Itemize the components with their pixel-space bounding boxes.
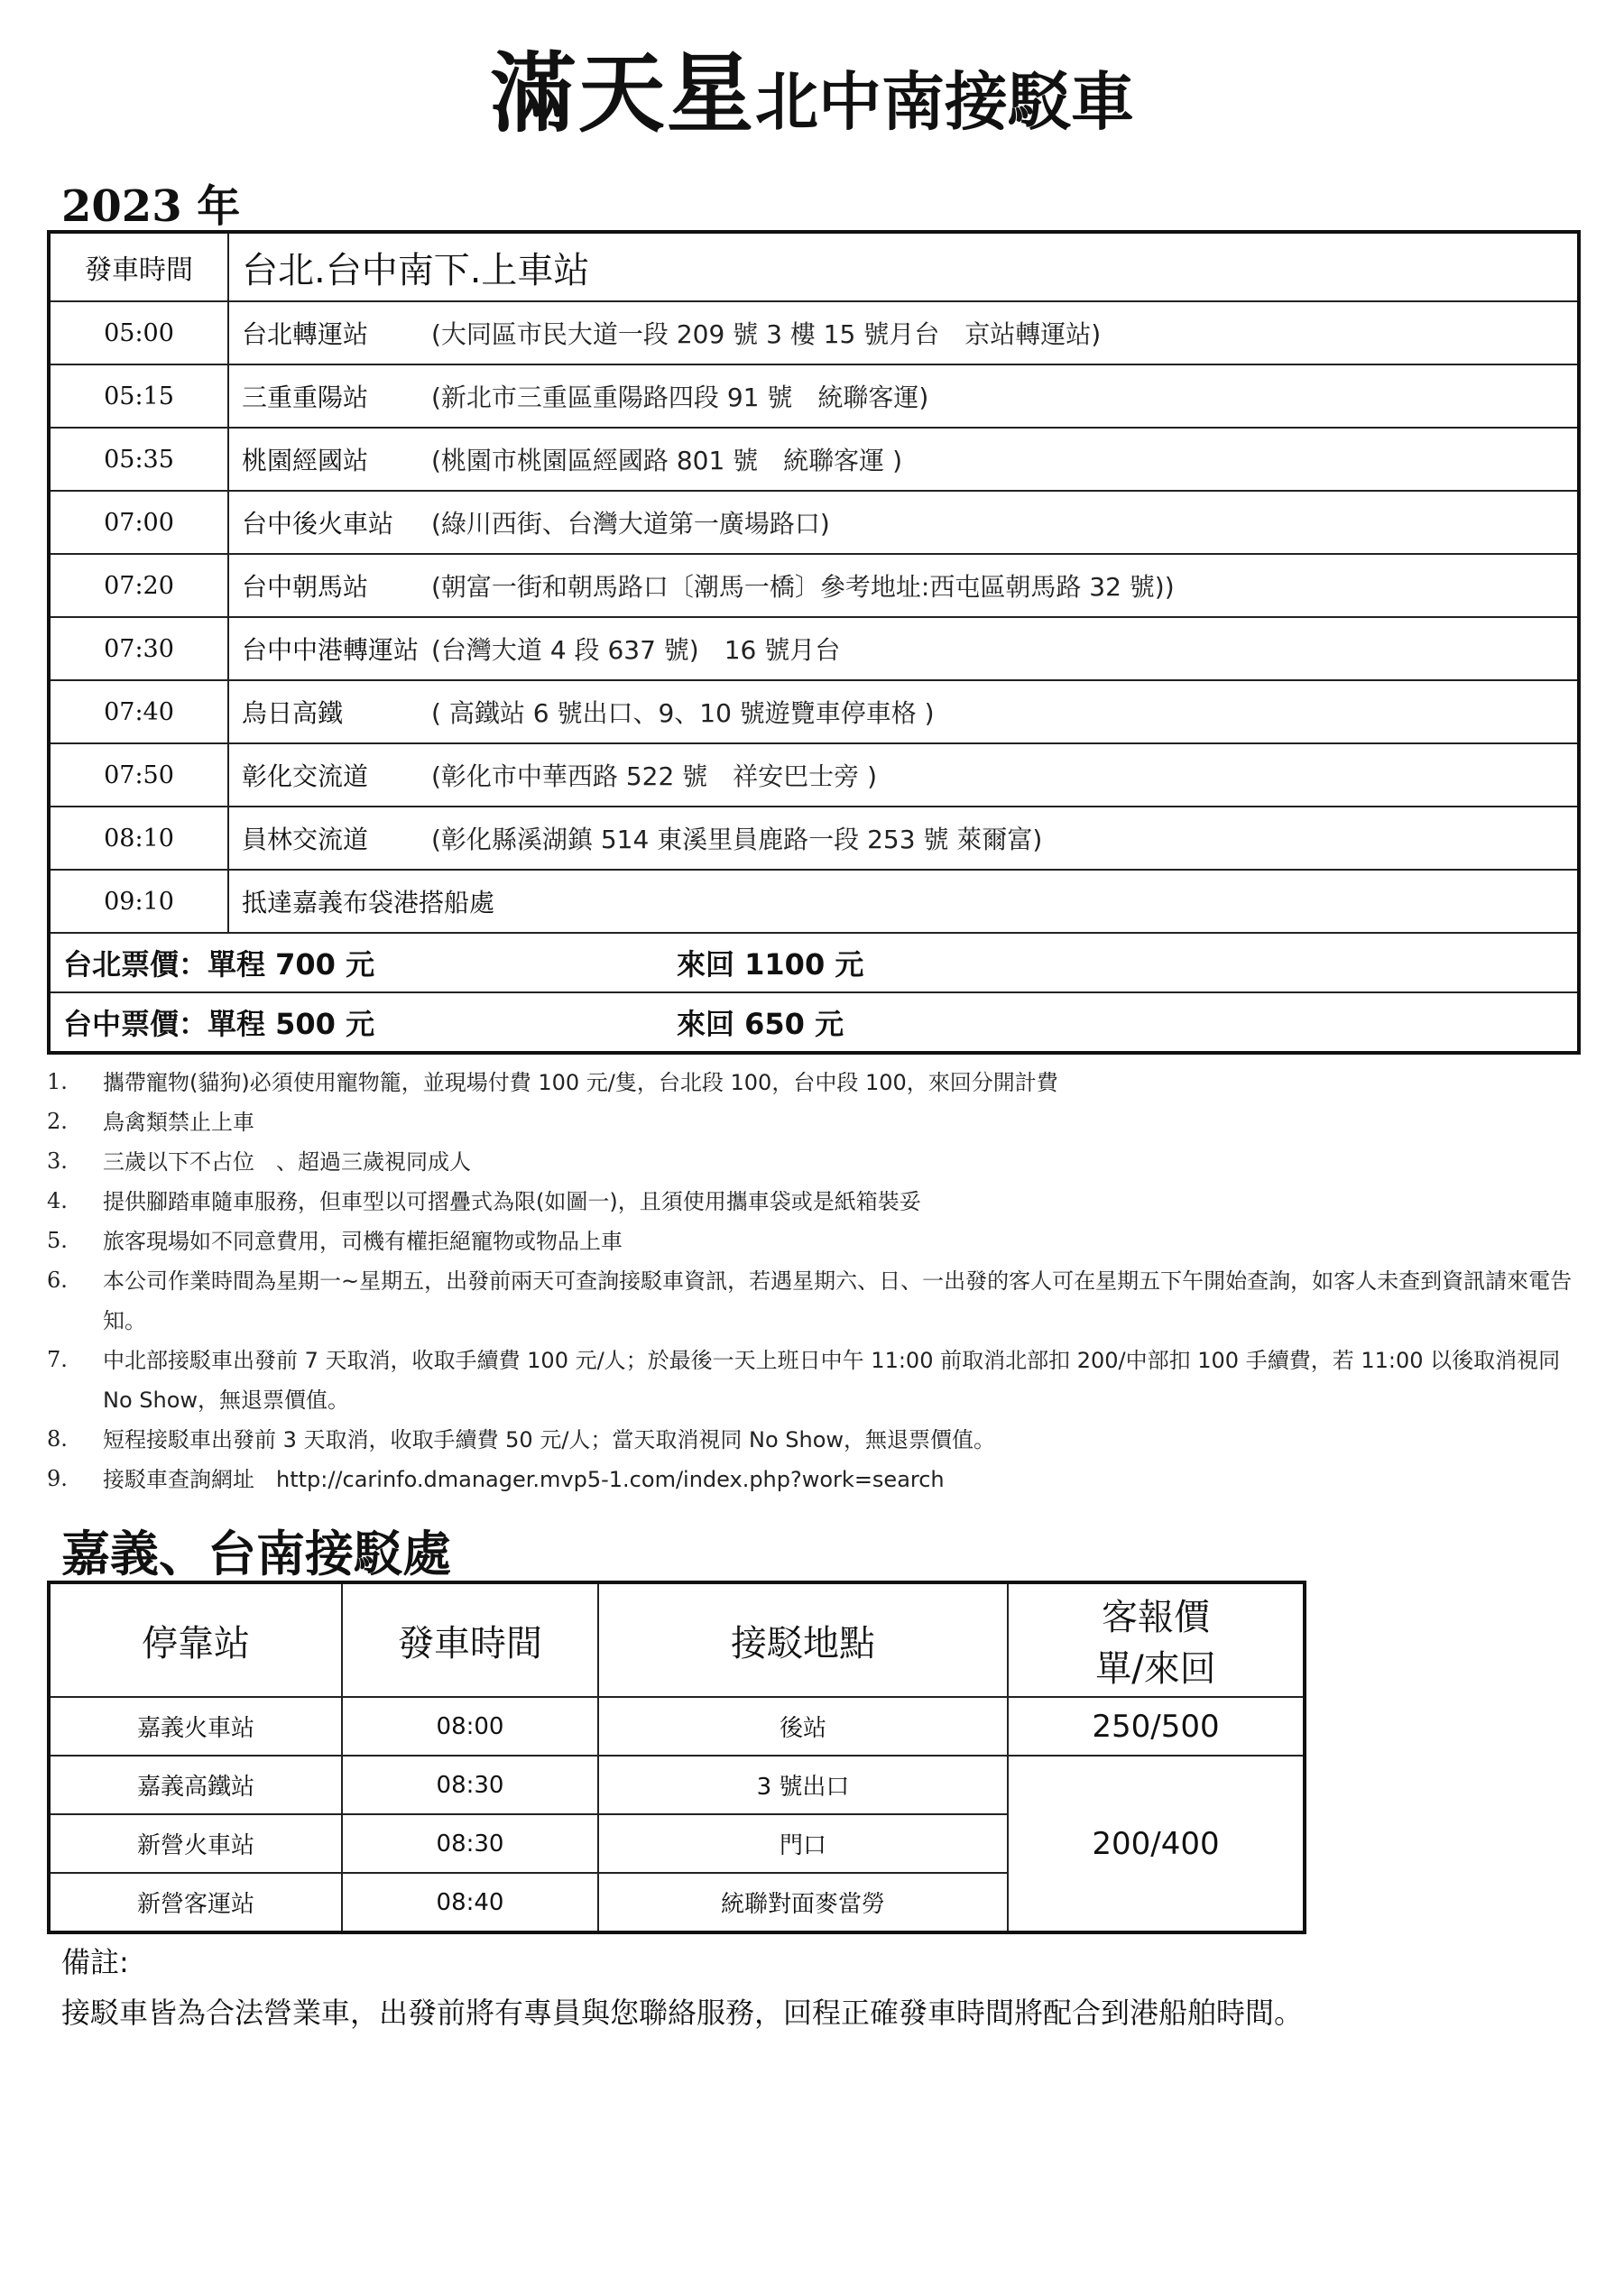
pickup-fare: 200/400 (1008, 1756, 1305, 1932)
stop-name: 台中朝馬站 (242, 572, 369, 602)
header-fare-line1: 客報價 (1102, 1597, 1210, 1638)
price-round: 來回 650 元 (677, 1007, 844, 1041)
note-number: 3. (47, 1148, 68, 1174)
stop-name: 三重重陽站 (242, 383, 369, 412)
stop-name: 彰化交流道 (242, 761, 369, 791)
note-number: 4. (47, 1188, 68, 1213)
stop-name: 台中中港轉運站 (242, 635, 420, 665)
depart-time: 07:00 (49, 491, 228, 554)
stop-cell (228, 617, 1579, 680)
schedule-table (47, 230, 1581, 1055)
pickup-time: 08:30 (342, 1756, 598, 1814)
pickup-place: 門口 (598, 1814, 1008, 1873)
notes-list (47, 1063, 1581, 1499)
note-text: 接駁車查詢網址 http://carinfo.dmanager.mvp5-1.com/index.php?work=search (103, 1467, 945, 1492)
schedule-header-row (49, 232, 1579, 301)
depart-time: 05:35 (49, 428, 228, 491)
stop-address: (朝富一街和朝馬路口〔潮馬一橋〕參考地址:西屯區朝馬路 32 號)) (431, 572, 1175, 602)
stop-cell (228, 301, 1579, 364)
stop-cell (228, 680, 1579, 743)
price-oneway: 台中票價：單程 500 元 (63, 1007, 375, 1041)
stop-name: 烏日高鐵 (242, 698, 344, 728)
note-number: 6. (47, 1268, 68, 1293)
price-row (49, 992, 1579, 1053)
pickup-place: 統聯對面麥當勞 (598, 1873, 1008, 1932)
note-number: 2. (47, 1109, 68, 1134)
list-item (47, 1341, 1581, 1420)
pickup-stop: 新營火車站 (49, 1814, 342, 1873)
stop-cell (228, 807, 1579, 870)
header-fare-line2: 單/來回 (1095, 1648, 1216, 1690)
table-row (49, 617, 1579, 680)
stop-address: (綠川西街、台灣大道第一廣場路口) (431, 509, 830, 539)
list-item (47, 1261, 1581, 1341)
note-number: 1. (47, 1069, 68, 1094)
list-item (47, 1102, 1581, 1142)
header-depart-time: 發車時間 (342, 1582, 598, 1697)
year-heading: 2023 年 (61, 181, 241, 232)
stop-cell (228, 491, 1579, 554)
depart-time: 05:15 (49, 364, 228, 428)
pickup-stop: 新營客運站 (49, 1873, 342, 1932)
note-text: 三歲以下不占位 、超過三歲視同成人 (103, 1149, 471, 1175)
title-sub: 北中南接駁車 (755, 65, 1134, 139)
note-text: 旅客現場如不同意費用，司機有權拒絕寵物或物品上車 (103, 1229, 623, 1254)
stop-address: (大同區市民大道一段 209 號 3 樓 15 號月台 京站轉運站) (431, 319, 1102, 349)
stop-name: 抵達嘉義布袋港搭船處 (242, 888, 495, 917)
document-title (0, 25, 1624, 149)
price-cell (49, 933, 1579, 992)
header-stop: 停靠站 (49, 1582, 342, 1697)
depart-time: 05:00 (49, 301, 228, 364)
note-number: 9. (47, 1466, 68, 1491)
stop-cell (228, 743, 1579, 807)
depart-time: 07:30 (49, 617, 228, 680)
header-time: 發車時間 (49, 232, 228, 301)
table-row (49, 364, 1579, 428)
table-row (49, 428, 1579, 491)
note-text: 本公司作業時間為星期一~星期五，出發前兩天可查詢接駁車資訊，若遇星期六、日、一出發的客人可在星期五下午開始查詢，如客人未查到資訊請來電告知。 (103, 1268, 1573, 1333)
stop-address: (彰化市中華西路 522 號 祥安巴士旁 ) (431, 761, 877, 791)
stop-address: (桃園市桃園區經國路 801 號 統聯客運 ) (431, 446, 902, 475)
pickup-time: 08:30 (342, 1814, 598, 1873)
stop-name: 桃園經國站 (242, 446, 369, 475)
table-row (49, 301, 1579, 364)
stop-cell (228, 870, 1579, 933)
header-stops: 台北.台中南下.上車站 (228, 232, 1579, 301)
header-place: 接駁地點 (598, 1582, 1008, 1697)
stop-address: (台灣大道 4 段 637 號) 16 號月台 (431, 635, 841, 665)
stop-address: (彰化縣溪湖鎮 514 東溪里員鹿路一段 253 號 萊爾富) (431, 825, 1043, 854)
table-row (49, 680, 1579, 743)
pickup-header-row (49, 1582, 1305, 1697)
pickup-fare: 250/500 (1008, 1697, 1305, 1756)
list-item (47, 1182, 1581, 1222)
price-cell (49, 992, 1579, 1053)
stop-address: ( 高鐵站 6 號出口、9、10 號遊覽車停車格 ) (431, 698, 935, 728)
stop-cell (228, 428, 1579, 491)
table-row (49, 1697, 1305, 1756)
header-fare (1008, 1582, 1305, 1697)
depart-time: 08:10 (49, 807, 228, 870)
list-item (47, 1222, 1581, 1261)
table-row (49, 1756, 1305, 1814)
note-text: 短程接駁車出發前 3 天取消，收取手續費 50 元/人；當天取消視同 No Show，無退票價值。 (103, 1427, 996, 1452)
table-row (49, 743, 1579, 807)
remark-body: 接駁車皆為合法營業車，出發前將有專員與您聯絡服務，回程正確發車時間將配合到港船舶時間。 (61, 1996, 1304, 2030)
price-round: 來回 1100 元 (677, 947, 864, 982)
table-row (49, 807, 1579, 870)
note-text: 提供腳踏車隨車服務，但車型以可摺疊式為限(如圖一)，且須使用攜車袋或是紙箱裝妥 (103, 1189, 921, 1214)
pickup-place: 3 號出口 (598, 1756, 1008, 1814)
stop-cell (228, 554, 1579, 617)
note-text: 攜帶寵物(貓狗)必須使用寵物籠，並現場付費 100 元/隻，台北段 100，台中段 100，來回分開計費 (103, 1070, 1058, 1095)
note-text: 鳥禽類禁止上車 (103, 1110, 254, 1135)
price-row (49, 933, 1579, 992)
stop-cell (228, 364, 1579, 428)
depart-time: 07:50 (49, 743, 228, 807)
note-number: 5. (47, 1228, 68, 1253)
list-item (47, 1460, 1581, 1499)
pickup-table (47, 1581, 1306, 1934)
list-item (47, 1063, 1581, 1102)
table-row (49, 491, 1579, 554)
table-row (49, 870, 1579, 933)
list-item (47, 1142, 1581, 1182)
pickup-place: 後站 (598, 1697, 1008, 1756)
remark-title: 備註: (61, 1945, 129, 1979)
pickup-time: 08:40 (342, 1873, 598, 1932)
stop-address: (新北市三重區重陽路四段 91 號 統聯客運) (431, 383, 929, 412)
depart-time: 07:20 (49, 554, 228, 617)
stop-name: 台中後火車站 (242, 509, 394, 539)
note-number: 7. (47, 1347, 68, 1372)
note-number: 8. (47, 1426, 68, 1452)
pickup-stop: 嘉義高鐵站 (49, 1756, 342, 1814)
depart-time: 09:10 (49, 870, 228, 933)
list-item (47, 1420, 1581, 1460)
pickup-time: 08:00 (342, 1697, 598, 1756)
price-oneway: 台北票價：單程 700 元 (63, 947, 375, 982)
stop-name: 台北轉運站 (242, 319, 369, 349)
table-row (49, 554, 1579, 617)
pickup-section-title: 嘉義、台南接駁處 (61, 1526, 451, 1582)
note-text: 中北部接駁車出發前 7 天取消，收取手續費 100 元/人；於最後一天上班日中午 11:00 前取消北部扣 200/中部扣 100 手續費，若 11:00 以後取消視同 No Show，無退票價值。 (103, 1348, 1561, 1413)
pickup-stop: 嘉義火車站 (49, 1697, 342, 1756)
stop-name: 員林交流道 (242, 825, 369, 854)
depart-time: 07:40 (49, 680, 228, 743)
title-main: 滿天星 (490, 43, 755, 144)
